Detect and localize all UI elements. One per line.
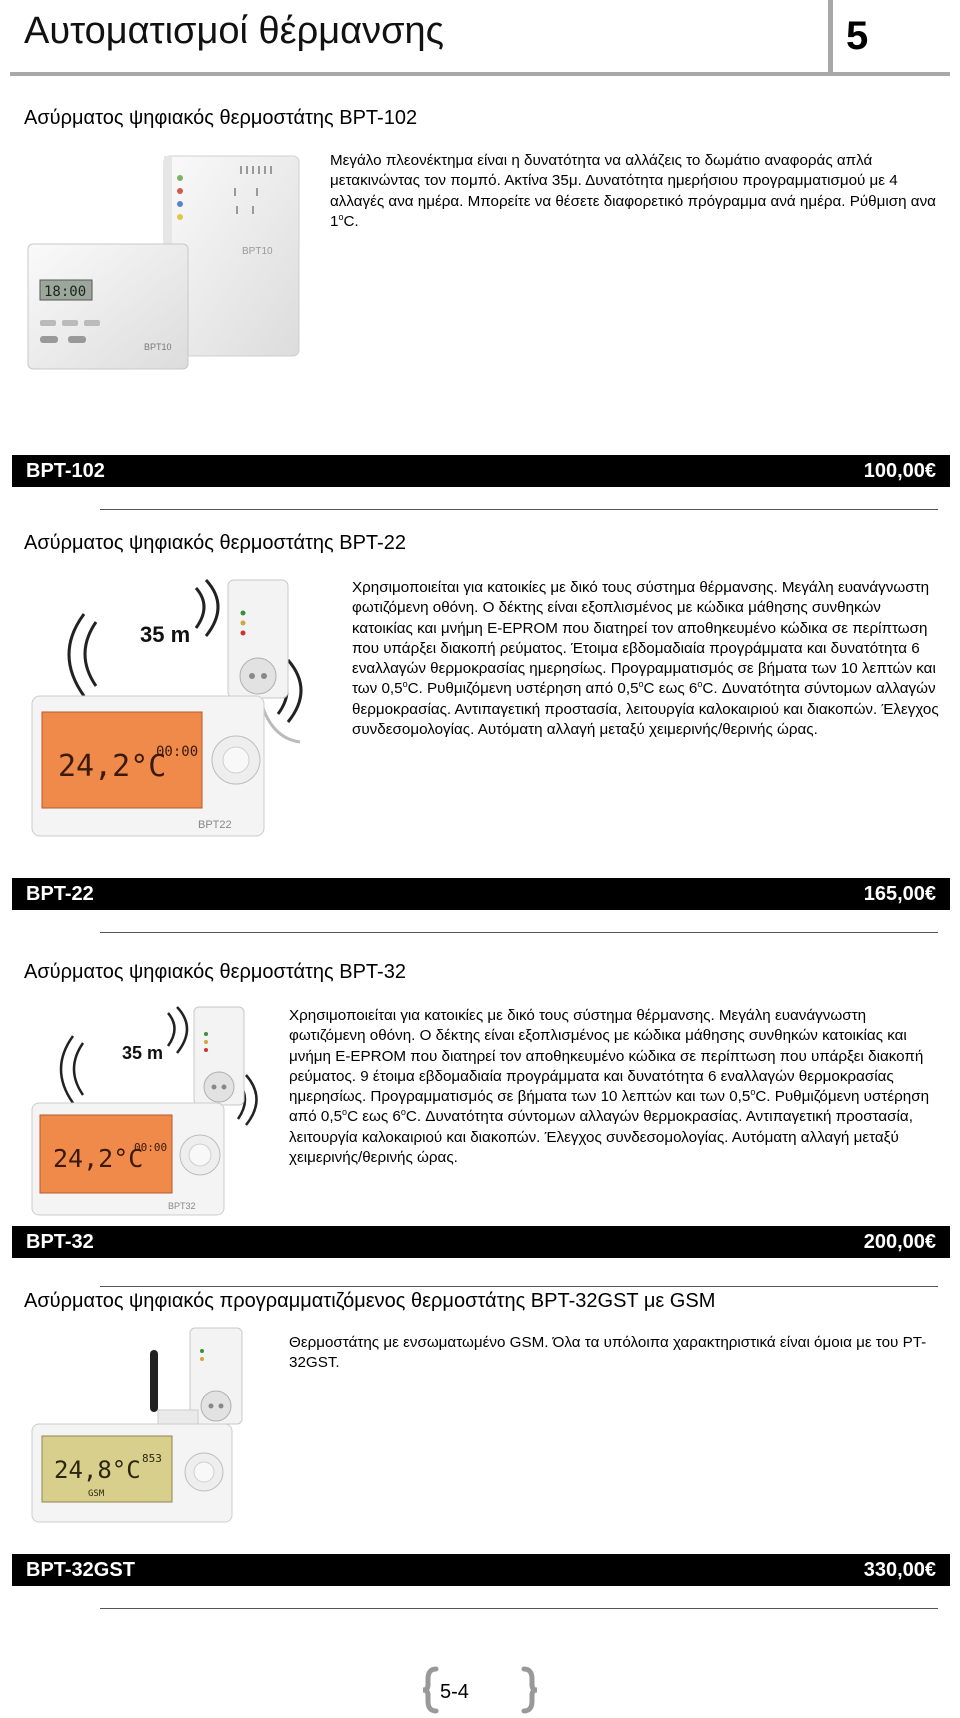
product-code: BPT-102 [26, 460, 105, 482]
product-description: Χρησιμοποιείται για κατοικίες με δικό τους σύστημα θέρμανσης. Μεγάλη ευανάγνωστη φωτιζόμενη οθόνη. Ο δέκτης είναι εξοπλισμένος με κώδικα μάθησης συνθηκών κατοικίας και μνήμη E-EPROM που διατηρεί τον αποθηκευμένο κώδικα σε περίπτωση που υπάρξει διακοπή ρεύματος. 9 έτοιμα εβδομαδιαία προγράμματα και δυνατότητα 6 εναλλαγών θερμοκρασίας ημερησίως. Προγραμματισμός σε βήματα των 10 λεπτών και των 0,5$^o$C. Ρυθμιζόμενη υστέρηση από 0,5$^o$C εως 6$^o$C. Δυνατότητα σύντομων αλλαγών θερμοκρασίας. Αντιπαγετική προστασία, λειτουργία καλοκαιριού και διακοπών. Έλεγχος συνδεσομολογίας. Αυτόματη αλλαγή μεταξύ χειμερινής/θερινής ώρας. [289, 1007, 930, 1167]
device-label: BPT32 [168, 1201, 196, 1211]
header-rule [10, 72, 950, 76]
product-price: 330,00€ [863, 1559, 936, 1581]
product-photo-bpt32 [28, 1005, 278, 1218]
device-label: BPT22 [198, 819, 232, 831]
section-rule [100, 509, 938, 510]
section-rule [100, 932, 938, 933]
page-title: Αυτοματισμοί θέρμανσης [24, 10, 444, 52]
device-lcd-text: 24,2°C [58, 749, 167, 784]
product-heading: Ασύρματος ψηφιακός θερμοστάτης BPT-22 [24, 532, 406, 554]
device-label: BPT10 [144, 342, 172, 352]
product-heading: Ασύρματος ψηφιακός θερμοστάτης BPT-102 [24, 107, 418, 129]
product-heading: Ασύρματος ψηφιακός θερμοστάτης BPT-32 [24, 961, 406, 983]
price-bar [12, 1554, 950, 1586]
product-photo-bpt22 [28, 578, 328, 840]
product-price: 165,00€ [863, 883, 936, 905]
device-label: 35 m [140, 622, 191, 647]
device-lcd-text: 00:00 [156, 744, 199, 760]
product-description: Θερμοστάτης με ενσωματωμένο GSM. Όλα τα υπόλοιπα χαρακτηριστικά είναι όμοια με του PT-32GST. [289, 1334, 927, 1372]
product-description: Χρησιμοποιείται για κατοικίες με δικό τους σύστημα θέρμανσης. Μεγάλη ευανάγνωστη φωτιζόμενη οθόνη. Ο δέκτης είναι εξοπλισμένος με κώδικα μάθησης συνθηκών κατοικίας και μνήμη E-EPROM που διατηρεί τον αποθηκευμένο κώδικα σε περίπτωση που υπάρξει διακοπή ρεύματος. Έτοιμα εβδομαδιαία προγράμματα και δυνατότητα 6 εναλλαγών θερμοκρασίας ημερησίως. Προγραμματισμός σε βήματα των 10 λεπτών και των 0,5$^o$C. Ρυθμιζόμενη υστέρηση από 0,5$^o$C εως 6$^o$C. Δυνατότητα σύντομων αλλαγών θερμοκρασίας. Αντιπαγετική προστασία, λειτουργία καλοκαιριού και διακοπών. Έλεγχος συνδεσομολογίας. Αυτόματη αλλαγή μεταξύ χειμερινής/θερινής ώρας. [352, 579, 939, 739]
section-rule [100, 1608, 938, 1609]
product-code: BPT-32GST [26, 1559, 135, 1581]
page-number: 5-4 [440, 1681, 469, 1703]
device-label: BPT10 [242, 246, 273, 257]
product-code: BPT-32 [26, 1231, 94, 1253]
device-label: 35 m [122, 1043, 164, 1063]
chapter-number: 5 [846, 14, 869, 58]
footer-brackets [420, 1665, 540, 1715]
device-lcd-text: GSM [88, 1489, 105, 1499]
product-price: 100,00€ [863, 460, 936, 482]
price-bar [12, 1226, 950, 1258]
product-photo-bpt102 [24, 148, 314, 403]
device-lcd-text: 18:00 [44, 284, 87, 300]
device-lcd-text: 853 [142, 1452, 162, 1465]
device-lcd-text: 00:00 [134, 1141, 168, 1154]
device-lcd-text: 24,2°C [53, 1144, 144, 1173]
price-bar [12, 878, 950, 910]
section-rule [100, 1286, 938, 1287]
product-price: 200,00€ [863, 1231, 936, 1253]
product-code: BPT-22 [26, 883, 94, 905]
product-description: Μεγάλο πλεονέκτημα είναι η δυνατότητα να αλλάζεις το δωμάτιο αναφοράς απλά μετακινώντας τον πομπό. Ακτίνα 35μ. Δυνατότητα ημερήσιου προγραμματισμού με 4 αλλαγές ανα ημέρα. Μπορείτε να θέσετε διαφορετικό πρόγραμμα ανά ημέρα. Ρύθμιση ανα 1$^o$C. [330, 152, 936, 230]
header-divider [828, 0, 833, 76]
product-photo-bpt32gst [28, 1326, 273, 1526]
price-bar [12, 455, 950, 487]
device-lcd-text: 24,8°C [54, 1456, 141, 1484]
product-heading: Ασύρματος ψηφιακός προγραμματιζόμενος θερμοστάτης BPT-32GST με GSM [24, 1290, 716, 1312]
